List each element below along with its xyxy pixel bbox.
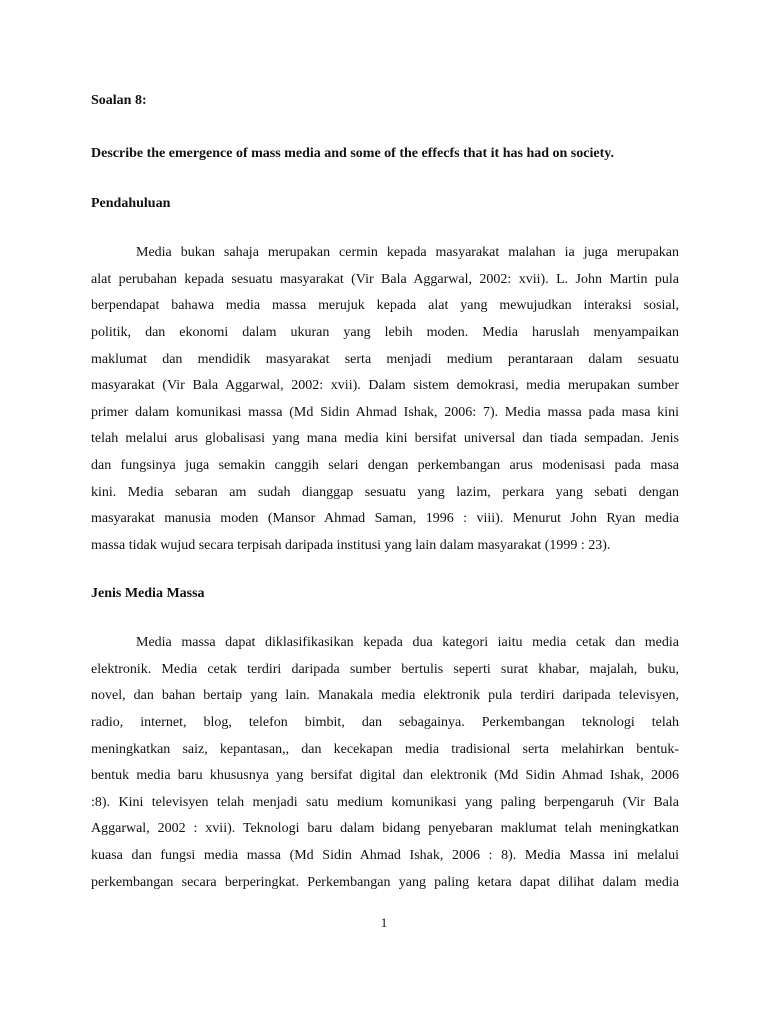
section-heading-jenis-media-massa: Jenis Media Massa: [91, 586, 205, 601]
question-label: Soalan 8:: [91, 93, 147, 108]
paragraph-line: dan fungsinya juga semakin canggih selari dengan perkembangan arus modenisasi pada masa: [91, 458, 679, 474]
paragraph-line: meningkatkan saiz, kepantasan,, dan kecekapan media tradisional serta melahirkan bentuk-: [91, 741, 679, 757]
paragraph-line: :8). Kini televisyen telah menjadi satu medium komunikasi yang paling berpengaruh (Vir Bala: [91, 794, 679, 810]
paragraph-line: politik, dan ekonomi dalam ukuran yang lebih moden. Media haruslah menyampaikan: [91, 324, 679, 340]
paragraph-line: radio, internet, blog, telefon bimbit, dan sebagainya. Perkembangan teknologi telah: [91, 714, 679, 730]
question-text: Describe the emergence of mass media and some of the effecfs that it has had on society.: [91, 146, 614, 161]
paragraph-line: primer dalam komunikasi massa (Md Sidin Ahmad Ishak, 2006: 7). Media massa pada masa kini: [91, 404, 679, 420]
paragraph-pendahuluan: [91, 240, 679, 560]
paragraph-jenis-media-massa: [91, 630, 679, 896]
paragraph-line: massa tidak wujud secara terpisah daripada institusi yang lain dalam masyarakat (1999 : 23).: [91, 538, 611, 554]
paragraph-line: berpendapat bahawa media massa merujuk kepada alat yang mewujudkan interaksi sosial,: [91, 298, 679, 314]
paragraph-line: kini. Media sebaran am sudah dianggap sesuatu yang lazim, perkara yang sebati dengan: [91, 484, 679, 500]
paragraph-line: maklumat dan mendidik masyarakat serta menjadi medium perantaraan dalam sesuatu: [91, 351, 679, 367]
paragraph-line: novel, dan bahan bertaip yang lain. Manakala media elektronik pula terdiri daripada televisyen,: [91, 688, 679, 704]
paragraph-line: elektronik. Media cetak terdiri daripada sumber bertulis seperti surat khabar, majalah, buku,: [91, 661, 679, 677]
paragraph-line: telah melalui arus globalisasi yang mana media kini bersifat universal dan tiada sempadan. Jenis: [91, 431, 679, 447]
paragraph-line: Aggarwal, 2002 : xvii). Teknologi baru dalam bidang penyebaran maklumat telah meningkatkan: [91, 821, 679, 837]
paragraph-line: bentuk media baru khususnya yang bersifat digital dan elektronik (Md Sidin Ahmad Ishak, 2006: [91, 768, 679, 784]
paragraph-line: masyarakat manusia moden (Mansor Ahmad Saman, 1996 : viii). Menurut John Ryan media: [91, 511, 679, 527]
paragraph-line: alat perubahan kepada sesuatu masyarakat (Vir Bala Aggarwal, 2002: xvii). L. John Martin pula: [91, 271, 679, 287]
section-heading-pendahuluan: Pendahuluan: [91, 196, 171, 211]
paragraph-line: Media massa dapat diklasifikasikan kepada dua kategori iaitu media cetak dan media: [136, 635, 679, 650]
paragraph-line: perkembangan secara berperingkat. Perkembangan yang paling ketara dapat dilihat dalam media: [91, 874, 679, 890]
paragraph-line: Media bukan sahaja merupakan cermin kepada masyarakat malahan ia juga merupakan: [136, 245, 679, 260]
paragraph-line: masyarakat (Vir Bala Aggarwal, 2002: xvii). Dalam sistem demokrasi, media merupakan sumber: [91, 378, 679, 394]
paragraph-line: kuasa dan fungsi media massa (Md Sidin Ahmad Ishak, 2006 : 8). Media Massa ini melalui: [91, 848, 679, 864]
page-number: 1: [380, 915, 388, 930]
